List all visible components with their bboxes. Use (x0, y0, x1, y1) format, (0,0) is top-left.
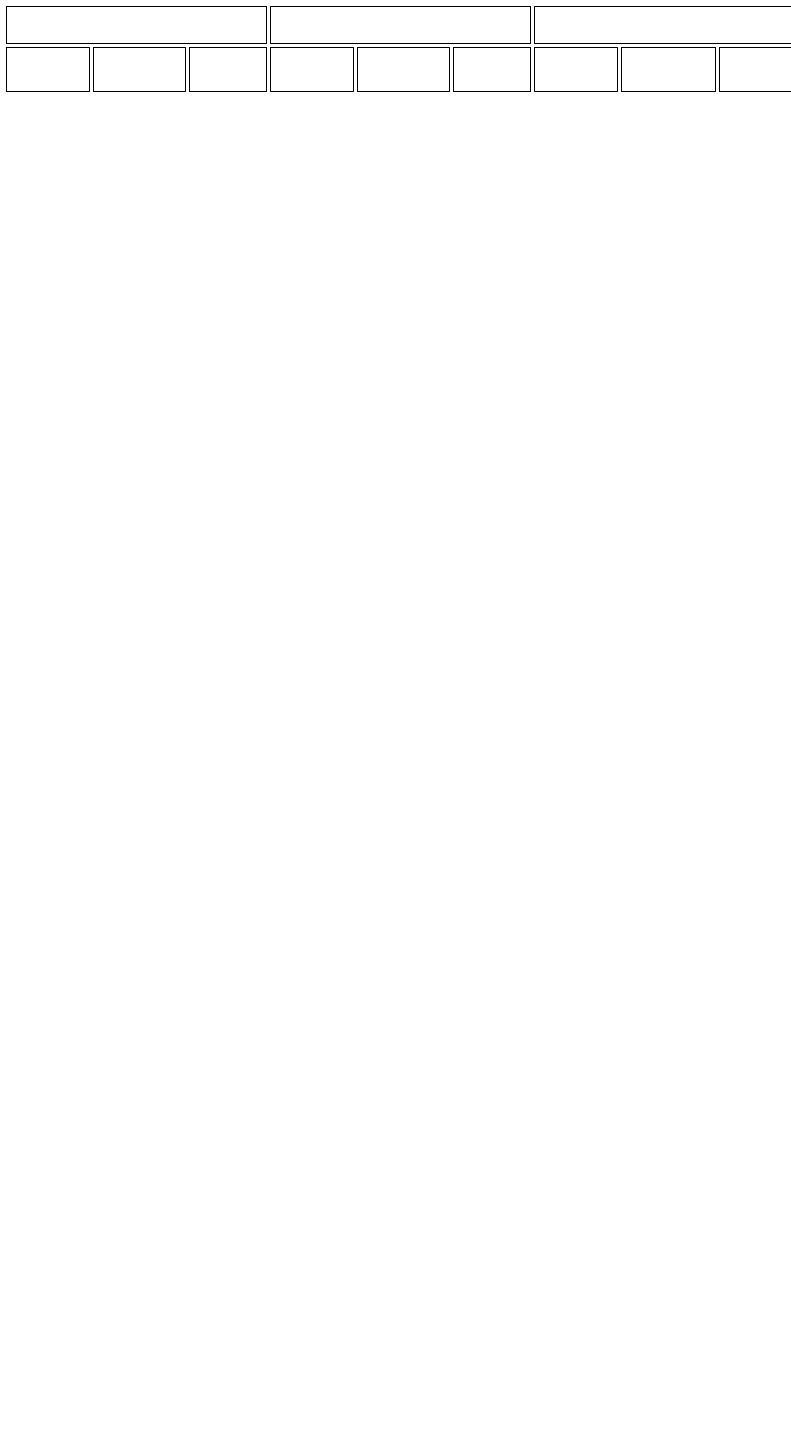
col-pregunta (534, 47, 618, 92)
col-respuesta (621, 47, 716, 92)
col-respuesta (357, 47, 450, 92)
ing-table (3, 3, 791, 95)
header-alcance (6, 6, 267, 44)
header-costo (534, 6, 791, 44)
col-ing (189, 47, 267, 92)
col-ing (453, 47, 531, 92)
header-cronograma (270, 6, 531, 44)
col-ing (719, 47, 791, 92)
col-pregunta (270, 47, 354, 92)
col-pregunta (6, 47, 90, 92)
col-respuesta (93, 47, 186, 92)
